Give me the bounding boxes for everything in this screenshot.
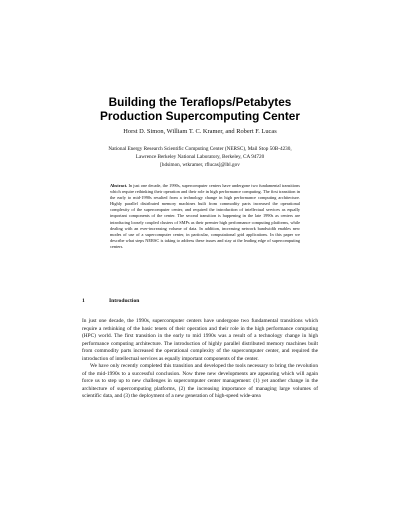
- section-title: Introduction: [109, 298, 140, 304]
- paper-title: [0, 95, 400, 123]
- body-text: [82, 318, 318, 401]
- section-heading: [82, 298, 139, 304]
- affiliation-line-1: National Energy Research Scientific Computing Center (NERSC), Mail Stop 50B-4230,: [108, 146, 292, 152]
- title-line-1: Building the Teraflops/Petabytes: [108, 95, 292, 109]
- abstract-text: In just one decade, the 1990s, supercomputer centers have undergone two fundamental transitions which require rethinking their operation and their role in high performance computing. The first transition in the early to mid-1990s resulted from a technology change in high performance computing architecture. Highly parallel distributed memory machines built from commodity parts increased the operational complexity of the supercomputer center, and required the introduction of intellectual services as equally important components of the center. The second transition is happening in the late 1990s as centers are introducing loosely coupled clusters of SMPs as their premier high performance computing platforms, while dealing with an ever-increasing volume of data. In addition, increasing network bandwidth enables new modes of use of a supercomputer center, in particular, computational grid applications. In this paper we describe what steps NERSC is taking to address these issues and stay at the leading edge of supercomputing centers.: [110, 183, 300, 249]
- author-list: Horst D. Simon, William T. C. Kramer, and Robert F. Lucas: [123, 128, 277, 135]
- body-paragraph-2: We have only recently completed this transition and developed the tools necessary to bring the revolution of the mid-1990s to a successful conclusion. Now three new developments are appearing which will again force us to step up to new challenges in supercomputer center management: (1) yet another change in the architecture of supercomputing platforms, (2) the increasing importance of managing large volumes of scientific data, and (3) the deployment of a new generation of high-speed wide-area: [82, 363, 318, 400]
- section-number: 1: [82, 298, 85, 304]
- abstract-label: Abstract.: [110, 183, 128, 188]
- affiliation-line-2: Lawrence Berkeley National Laboratory, Berkeley, CA 94720: [135, 154, 265, 160]
- abstract: [110, 183, 300, 250]
- affiliation-email: [hdsimon, wtkramer, rflucas]@lbl.gov: [160, 162, 240, 168]
- affiliation-block: [0, 145, 400, 169]
- body-paragraph-1: In just one decade, the 1990s, supercomputer centers have undergone two fundamental transitions which require a rethinking of the basic tenets of their operation and their role in the high performance computing (HPC) world. The first transition in the early to mid 1990s was a result of a technology change in high performance computing architecture. The introduction of highly parallel distributed memory machines built from commodity parts increased the operational complexity of the supercomputer center, and required the introduction of intellectual services as equally important components of the center.: [82, 318, 318, 362]
- title-line-2: Production Supercomputing Center: [100, 109, 300, 123]
